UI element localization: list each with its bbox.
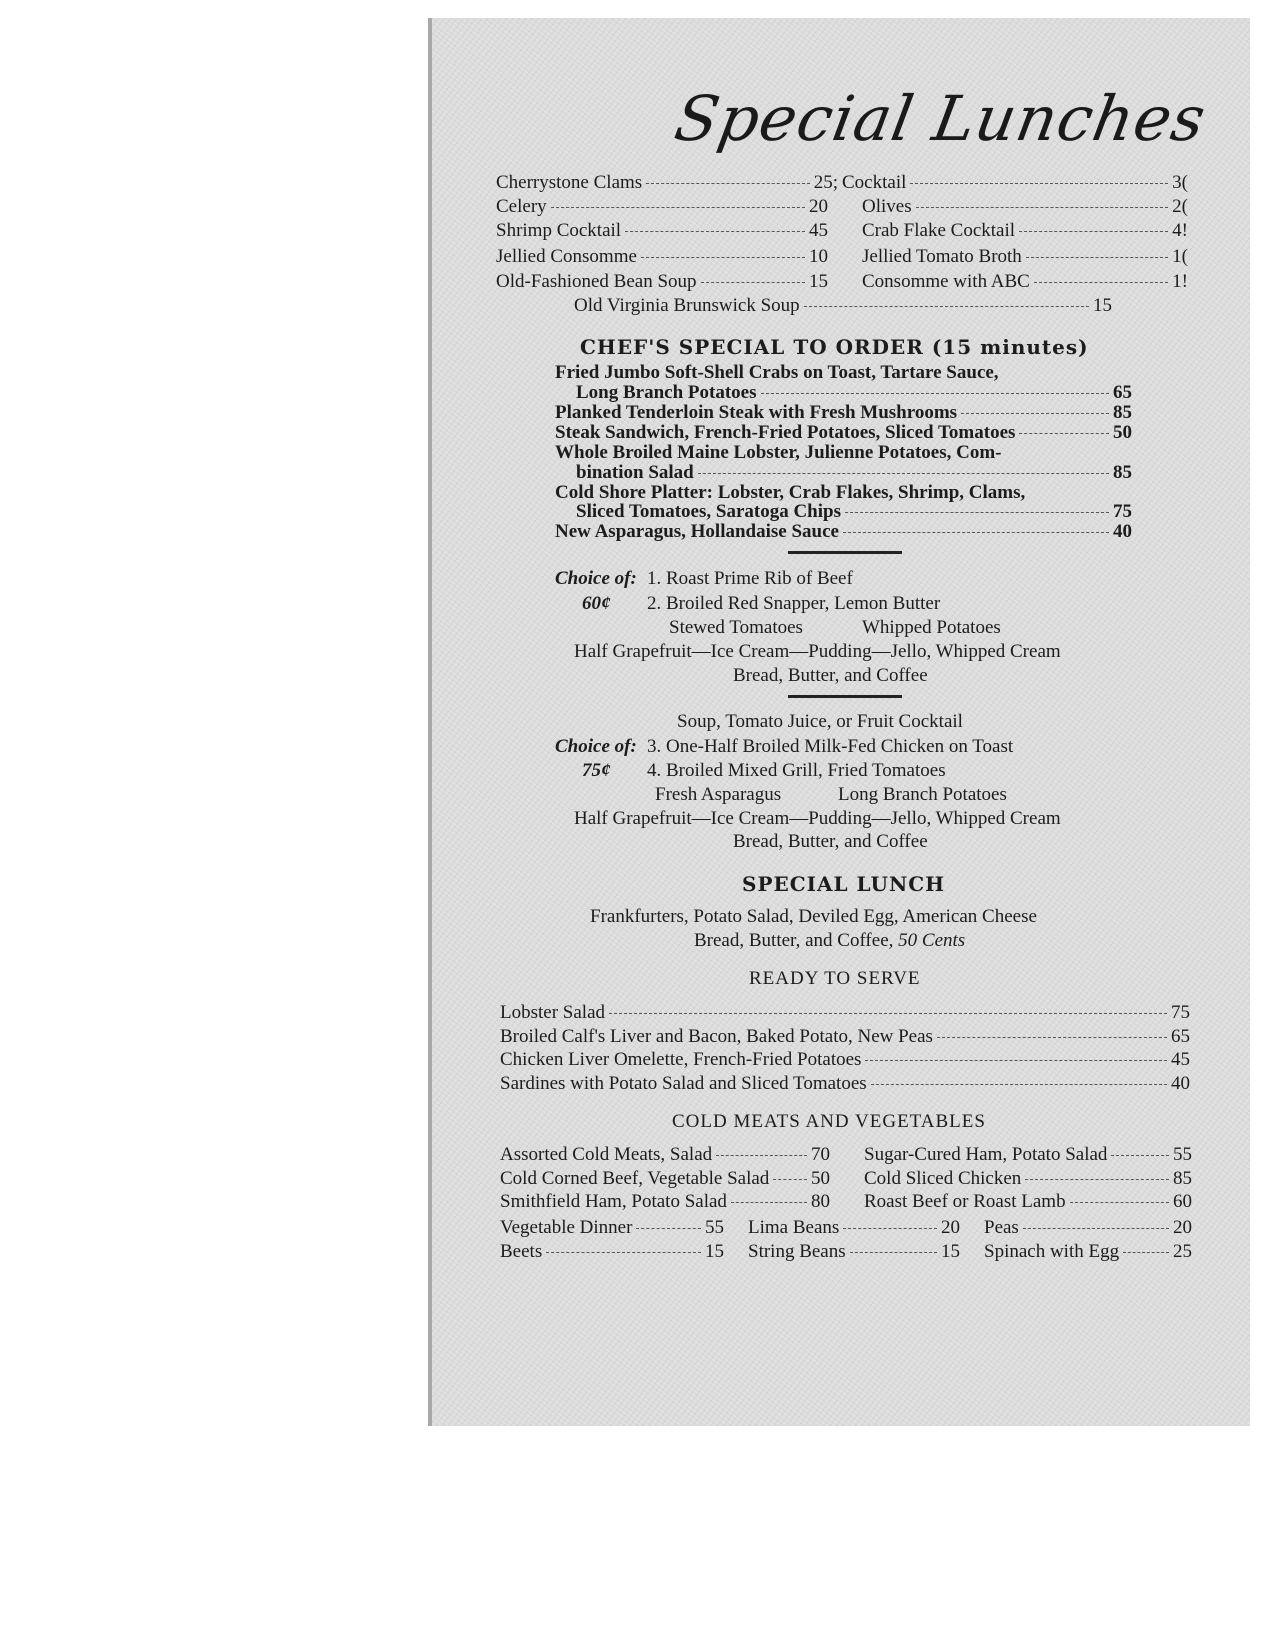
menu-item (748, 1217, 960, 1239)
menu-item (984, 1241, 1192, 1263)
item-name: Sardines with Potato Salad and Sliced Tomatoes (500, 1073, 867, 1094)
side-dish: Long Branch Potatoes (838, 784, 1007, 805)
item-name: Roast Beef or Roast Lamb (864, 1191, 1066, 1212)
leader-dots (871, 1084, 1167, 1085)
menu-item (862, 220, 1188, 242)
item-price: 65 (1113, 382, 1132, 403)
menu-item (500, 1241, 724, 1263)
menu-item (500, 1002, 1190, 1024)
item-name: String Beans (748, 1241, 846, 1262)
leader-dots (609, 1013, 1167, 1014)
side-dish: Stewed Tomatoes (669, 617, 803, 638)
item-price: 15 (1093, 295, 1112, 316)
section-divider (788, 695, 902, 698)
section-heading: COLD MEATS AND VEGETABLES (672, 1111, 986, 1132)
dessert-line: Half Grapefruit—Ice Cream—Pudding—Jello, Whipped Cream (574, 641, 1061, 662)
item-name: Old Virginia Brunswick Soup (574, 295, 800, 316)
leader-dots (910, 183, 1168, 184)
menu-item (555, 422, 1132, 444)
menu-item (864, 1144, 1192, 1166)
special-lunch-bread-text: Bread, Butter, and Coffee, (694, 930, 894, 951)
leader-dots (701, 282, 805, 283)
item-name: Spinach with Egg (984, 1241, 1120, 1262)
choice-option: 3. One-Half Broiled Milk-Fed Chicken on Toast (647, 736, 1014, 757)
menu-item (862, 271, 1188, 293)
menu-item (574, 295, 1112, 317)
item-name: Celery (496, 196, 547, 217)
item-price: 15 (705, 1241, 724, 1262)
item-description: Fried Jumbo Soft-Shell Crabs on Toast, Tartare Sauce, (555, 362, 999, 383)
menu-item (500, 1073, 1190, 1095)
item-price: 55 (1173, 1144, 1192, 1165)
leader-dots (641, 257, 805, 258)
item-name: Smithfield Ham, Potato Salad (500, 1191, 727, 1212)
leader-dots (1070, 1202, 1169, 1203)
leader-dots (625, 231, 805, 232)
item-name: Steak Sandwich, French-Fried Potatoes, Sliced Tomatoes (555, 422, 1016, 443)
dessert-line: Half Grapefruit—Ice Cream—Pudding—Jello, Whipped Cream (574, 808, 1061, 829)
item-name: Vegetable Dinner (500, 1217, 633, 1238)
special-lunch-items: Frankfurters, Potato Salad, Deviled Egg, American Cheese (590, 906, 1037, 927)
choice-label: Choice of: (555, 736, 637, 757)
menu-item (576, 501, 1132, 523)
menu-item (500, 1144, 830, 1166)
bread-line: Bread, Butter, and Coffee (733, 831, 928, 852)
leader-dots (1123, 1252, 1169, 1253)
item-price: 85 (1113, 462, 1132, 483)
leader-dots (1111, 1155, 1169, 1156)
leader-dots (850, 1252, 937, 1253)
leader-dots (865, 1060, 1167, 1061)
item-name: Cold Corned Beef, Vegetable Salad (500, 1168, 770, 1189)
side-dish: Fresh Asparagus (655, 784, 782, 805)
choice-label: Choice of: (555, 568, 637, 589)
leader-dots (546, 1252, 701, 1253)
item-price: 1( (1172, 246, 1188, 267)
menu-item (984, 1217, 1192, 1239)
leader-dots (937, 1037, 1167, 1038)
item-name: Broiled Calf's Liver and Bacon, Baked Potato, New Peas (500, 1026, 933, 1047)
item-price: 3( (1172, 172, 1188, 193)
item-name: Planked Tenderloin Steak with Fresh Mushrooms (555, 402, 958, 423)
leader-dots (1034, 282, 1168, 283)
item-price: 40 (1113, 521, 1132, 542)
menu-item (496, 220, 828, 242)
section-divider (788, 551, 902, 554)
leader-dots (773, 1179, 807, 1180)
item-price: 20 (941, 1217, 960, 1238)
menu-item (864, 1168, 1192, 1190)
starter-line: Soup, Tomato Juice, or Fruit Cocktail (677, 711, 963, 732)
leader-dots (698, 473, 1109, 474)
leader-dots (761, 393, 1110, 394)
item-price: 20 (809, 196, 828, 217)
leader-dots (716, 1155, 807, 1156)
leader-dots (804, 306, 1089, 307)
choice-option: 1. Roast Prime Rib of Beef (647, 568, 853, 589)
item-name: Lobster Salad (500, 1002, 606, 1023)
item-price: 50 (1113, 422, 1132, 443)
item-price: 70 (811, 1144, 830, 1165)
item-price: 45 (809, 220, 828, 241)
leader-dots (731, 1202, 807, 1203)
item-name: New Asparagus, Hollandaise Sauce (555, 521, 839, 542)
menu-item (496, 172, 838, 194)
item-name: Peas (984, 1217, 1019, 1238)
item-price: 75 (1113, 501, 1132, 522)
menu-item (862, 196, 1188, 218)
menu-item (842, 172, 1188, 194)
menu-item (864, 1191, 1192, 1213)
menu-item (496, 196, 828, 218)
leader-dots (916, 207, 1169, 208)
item-name: Sliced Tomatoes, Saratoga Chips (576, 501, 841, 522)
item-price: 10 (809, 246, 828, 267)
item-name: Crab Flake Cocktail (862, 220, 1016, 241)
menu-item (500, 1217, 724, 1239)
choice-option: 4. Broiled Mixed Grill, Fried Tomatoes (647, 760, 946, 781)
item-price: 45 (1171, 1049, 1190, 1070)
leader-dots (1025, 1179, 1169, 1180)
item-name: Shrimp Cocktail (496, 220, 622, 241)
leader-dots (961, 413, 1109, 414)
item-price: 80 (811, 1191, 830, 1212)
item-name: Cherrystone Clams (496, 172, 643, 193)
item-price: 15 (809, 271, 828, 292)
item-name: Cold Sliced Chicken (864, 1168, 1022, 1189)
scan-margin (1250, 0, 1275, 1644)
menu-item (500, 1168, 830, 1190)
item-name: Old-Fashioned Bean Soup (496, 271, 697, 292)
leader-dots (551, 207, 805, 208)
leader-dots (646, 183, 810, 184)
special-lunch-price: 50 Cents (898, 930, 966, 951)
item-price: 1! (1172, 271, 1188, 292)
section-heading: CHEF'S SPECIAL TO ORDER (15 minutes) (580, 335, 1089, 359)
menu-item (496, 246, 828, 268)
menu-item (555, 521, 1132, 543)
item-price: 20 (1173, 1217, 1192, 1238)
item-description: Cold Shore Platter: Lobster, Crab Flakes, Shrimp, Clams, (555, 482, 1026, 503)
menu-item (862, 246, 1188, 268)
item-description: Whole Broiled Maine Lobster, Julienne Potatoes, Com- (555, 442, 1002, 463)
choice-option: 2. Broiled Red Snapper, Lemon Butter (647, 593, 941, 614)
page-edge (428, 18, 432, 1426)
item-price: 50 (811, 1168, 830, 1189)
item-name: Jellied Tomato Broth (862, 246, 1022, 267)
item-name: bination Salad (576, 462, 694, 483)
item-price: 25 (1173, 1241, 1192, 1262)
section-heading: READY TO SERVE (749, 968, 921, 989)
item-price: 75 (1171, 1002, 1190, 1023)
leader-dots (1023, 1228, 1169, 1229)
bread-line: Bread, Butter, and Coffee (733, 665, 928, 686)
menu-item (748, 1241, 960, 1263)
leader-dots (1019, 231, 1168, 232)
item-price: 85 (1173, 1168, 1192, 1189)
choice-price: 75¢ (582, 760, 611, 781)
item-name: Beets (500, 1241, 543, 1262)
leader-dots (845, 512, 1109, 513)
side-dish: Whipped Potatoes (862, 617, 1001, 638)
menu-item (576, 382, 1132, 404)
item-price: 65 (1171, 1026, 1190, 1047)
item-price: 4! (1172, 220, 1188, 241)
item-name: Lima Beans (748, 1217, 840, 1238)
item-name: Sugar-Cured Ham, Potato Salad (864, 1144, 1108, 1165)
menu-title: Special Lunches (669, 82, 1212, 155)
menu-item (500, 1049, 1190, 1071)
leader-dots (636, 1228, 701, 1229)
item-name: Chicken Liver Omelette, French-Fried Potatoes (500, 1049, 862, 1070)
menu-item (496, 271, 828, 293)
item-name: Olives (862, 196, 912, 217)
item-name: Assorted Cold Meats, Salad (500, 1144, 713, 1165)
item-name: Consomme with ABC (862, 271, 1030, 292)
item-price: 55 (705, 1217, 724, 1238)
section-heading: SPECIAL LUNCH (742, 872, 946, 896)
leader-dots (843, 1228, 937, 1229)
item-price: 25; (813, 172, 838, 193)
item-name: Jellied Consomme (496, 246, 637, 267)
item-name: Cocktail (842, 172, 907, 193)
menu-item (500, 1191, 830, 1213)
special-lunch-bread (694, 930, 965, 952)
item-price: 85 (1113, 402, 1132, 423)
item-price: 2( (1172, 196, 1188, 217)
leader-dots (1019, 433, 1109, 434)
item-price: 40 (1171, 1073, 1190, 1094)
leader-dots (1026, 257, 1168, 258)
item-price: 15 (941, 1241, 960, 1262)
item-price: 60 (1173, 1191, 1192, 1212)
item-name: Long Branch Potatoes (576, 382, 757, 403)
choice-price: 60¢ (582, 593, 611, 614)
menu-item (500, 1026, 1190, 1048)
menu-item (555, 402, 1132, 424)
menu-item (576, 462, 1132, 484)
leader-dots (843, 532, 1109, 533)
